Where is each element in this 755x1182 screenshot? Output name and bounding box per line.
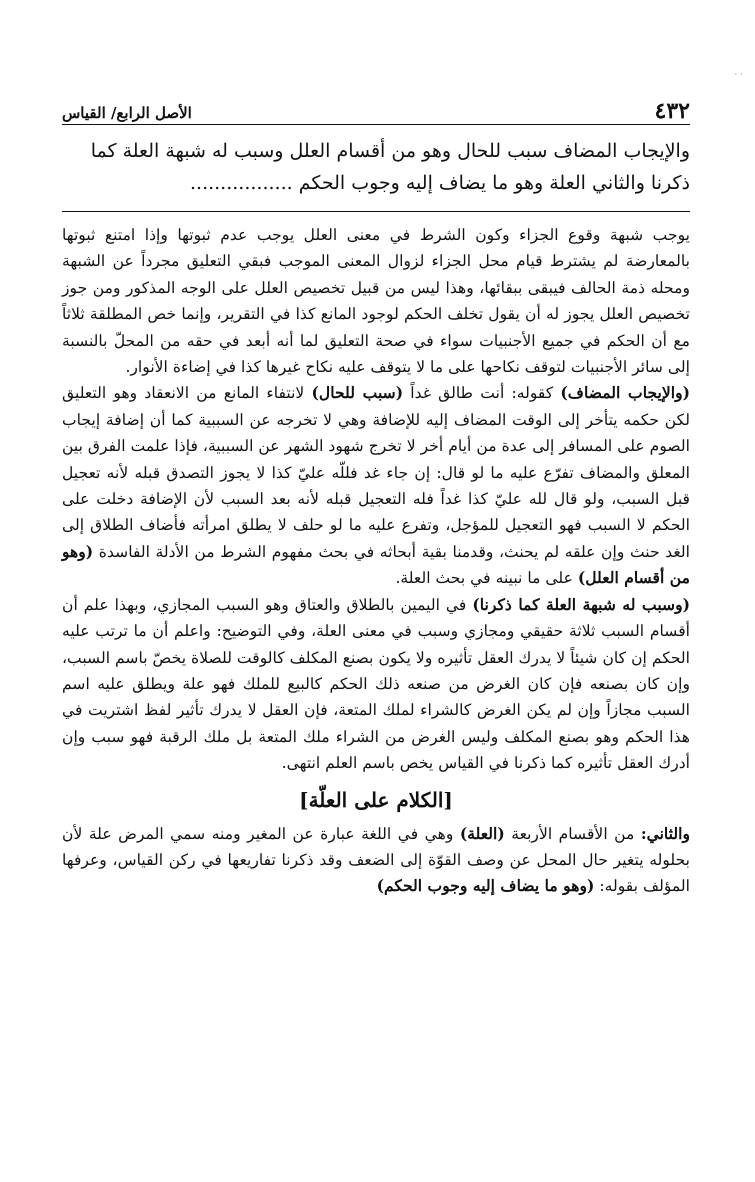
running-title: الأصل الرابع/ القياس — [62, 104, 192, 122]
page-number: ٤٣٢ — [654, 98, 690, 124]
quoted-matn: (وهو ما يضاف إليه وجوب الحكم) — [376, 876, 595, 896]
running-header — [62, 92, 690, 125]
commentary-text: في اليمين بالطلاق والعتاق وهو السبب المجازي، وبهذا علم أن أقسام السبب ثلاثة حقيقي ومجازي وسبب في معنى العلة، وفي التوضيح: واعلم أن ما ترتب عليه الحكم إن كان شيئاً لا يدرك العقل تأثيره ولا يكون بصنع المكلف كالوقت للصلاة يخصّ باسم السبب، وإن كان بصنعه فإن كان الغرض من صنعه ذلك الحكم كالبيع للملك فهو علة ويطلق عليه اسم السبب مجازاً وإن لم يكن الغرض كالشراء لملك المتعة، فإن العقل لا يدرك تأثير لفظ اشتريت في هذا الحكم وهو بصنع المكلف وليس الغرض من الشراء ملك المتعة بل ملك الرقبة فهو سبب وإن أدرك العقل تأثيره كما ذكرنا في القياس يخص باسم العلم انتهى. — [62, 595, 690, 773]
commentary — [62, 222, 690, 900]
commentary-paragraph: يوجب شبهة وقوع الجزاء وكون الشرط في معنى العلل يوجب عدم ثبوتها وإذا امتنع ثبوتها بالمعارضة لم يشترط قيام محل الجزاء لزوال المعنى الموجب فبقي التعليق مجرداً عن الشبهة ومحله ذمة الحالف فيبقى ببقائها، وهذا ليس من قبيل تخصيص العلل على الوجه المذكور ومن جوز تخصيص العلل يجوز له أن يقول تخلف الحكم لوجود المانع كذا في التقرير، وإنما خص المطلقة ثلاثاً مع أن الحكم في جميع الأجنبيات سواء في صحة التعليق لما أنه أبعد في حقه من المحلّ بالنسبة إلى سائر الأجنبيات لتوقف نكاحها على ما لا يتوقف عليه نكاح غيرها كذا في إضاءة الأنوار. — [62, 226, 690, 377]
separator-rule — [62, 211, 690, 212]
quoted-matn: (وسبب له شبهة العلة كما ذكرنا) — [472, 594, 691, 614]
quoted-matn: والثاني: — [640, 823, 690, 843]
commentary-text: كقوله: أنت طالق غداً — [403, 384, 561, 403]
commentary-paragraph — [62, 821, 690, 900]
main-text-line: والإيجاب المضاف سبب للحال وهو من أقسام العلل وسبب له شبهة العلة كما — [90, 140, 690, 162]
commentary-text: وهي في اللغة عبارة عن المغير ومنه سمي المرض علة لأن بحلوله يتغير حال المحل عن وصف القوّة إلى الضعف وقد ذكرنا تفاريعها في ركن القياس، وعرفها المؤلف بقوله: — [62, 824, 690, 896]
main-text-line: ذكرنا والثاني العلة وهو ما يضاف إليه وجوب الحكم ................. — [189, 172, 690, 194]
quoted-matn: (العلة) — [459, 823, 505, 843]
commentary-text: من الأقسام الأربعة — [504, 824, 641, 843]
quoted-matn: (والإيجاب المضاف) — [560, 383, 690, 403]
main-text — [62, 135, 690, 199]
commentary-paragraph — [62, 592, 690, 777]
section-heading: [الكلام على العلّة] — [299, 787, 453, 812]
commentary-paragraph — [62, 380, 690, 591]
scan-mark: · · — [734, 70, 743, 80]
quoted-matn: (سبب للحال) — [311, 383, 404, 403]
quoted-matn: (وهو من أقسام العلل) — [62, 541, 690, 588]
commentary-text: لانتفاء المانع من الانعقاد وهو التعليق لكن حكمه يتأخر إلى الوقت المضاف إليه للإضافة وهي لا تخرجه عن السببية كما أن إضافة إيجاب الصوم على المسافر إلى عدة من أيام أخر لا تخرج شهود الشهر عن السببية، فإذا علمت الفرق بين المعلق والمضاف تفرّع عليه ما لو قال: إن جاء غد فللّه عليّ كذا لا يجوز التصدق قبله لأنه تعجيل قبل السبب، ولو قال لله عليّ كذا غداً فله التعجيل قبله لأنه بعد السبب لأن الإضافة دخلت على الحكم لا السبب فهو التعجيل للمؤجل، وتفرع عليه ما لو حلف لا يطلق امرأته فأضاف الطلاق إلى الغد حنث وإن علقه لم يحنث، وقدمنا بقية أبحاثه في بحث مفهوم الشرط من الأدلة الفاسدة — [62, 384, 690, 561]
commentary-text: على ما نبينه في بحث العلة. — [395, 569, 578, 588]
book-page — [62, 92, 690, 900]
